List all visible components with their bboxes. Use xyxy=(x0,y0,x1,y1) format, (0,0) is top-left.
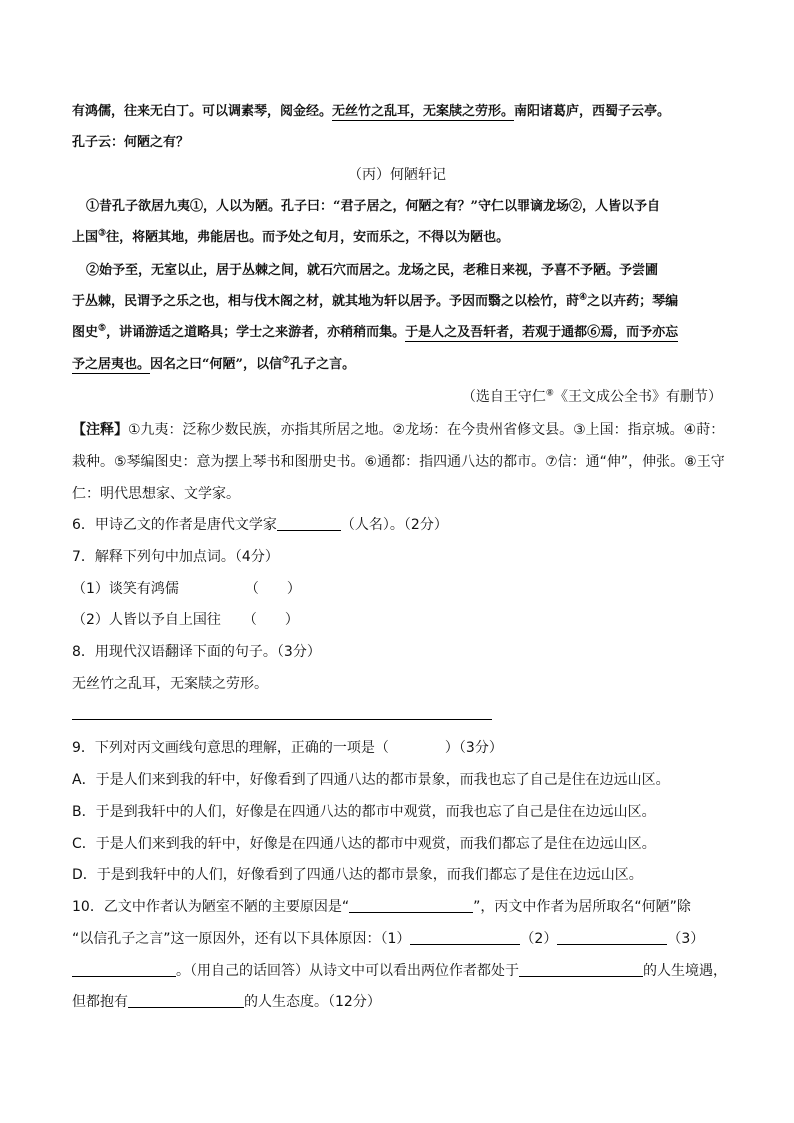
question-text: “以信孔子之言”这一原因外，还有以下具体原因：（1） xyxy=(72,931,411,947)
bing-text: 孔子之言。 xyxy=(290,357,356,372)
question-10-line-3 xyxy=(72,961,727,981)
question-text: （1）谈笑有鸿儒 xyxy=(72,581,179,597)
answer-blank[interactable] xyxy=(277,515,341,531)
answer-blank[interactable] xyxy=(349,897,473,913)
bing-text: 于丛棘，民谓予之乐之也，相与伐木阁之材，就其地为轩以居予。予因而翳之以桧竹，莳 xyxy=(72,294,580,309)
footnote-mark: ③ xyxy=(98,228,107,239)
option-d[interactable]: D．于是到我轩中的人们，好像看到了四通八达的都市景象，而我们都忘了是住在边远山区。 xyxy=(72,867,643,883)
question-8-sentence: 无丝竹之乱耳，无案牍之劳形。 xyxy=(72,676,268,692)
question-text: （3） xyxy=(667,931,705,947)
bing-p2-line-2 xyxy=(72,292,678,312)
notes-line-3: 仁：明代思想家、文学家。 xyxy=(72,486,240,502)
question-7: 7．解释下列句中加点词。（4分） xyxy=(72,549,279,565)
question-8: 8．用现代汉语翻译下面的句子。（3分） xyxy=(72,644,321,660)
question-7-1 xyxy=(72,579,301,599)
question-text: 但都抱有 xyxy=(72,994,128,1010)
question-text: （2）人皆以予自上国往 xyxy=(72,612,221,628)
question-7-2 xyxy=(72,610,299,630)
yi-text-line-1 xyxy=(72,102,670,122)
question-text: 10．乙文中作者认为陋室不陋的主要原因是“ xyxy=(72,899,350,915)
bing-text: ，讲诵游适之道略具；学士之来游者，亦稍稍而集。 xyxy=(106,325,406,340)
notes-line-1 xyxy=(72,420,724,440)
notes-line-2: 栽种。⑤琴编图史：意为摆上琴书和图册史书。⑥通都：指四通八达的都市。⑦信：通“伸”，伸张。⑧王守 xyxy=(72,454,725,470)
answer-blank[interactable] xyxy=(410,929,520,945)
question-text: 的人生境遇， xyxy=(643,963,727,979)
answer-blank[interactable] xyxy=(72,961,176,977)
bing-p1-line-1: ①昔孔子欲居九夷①，人以为陋。孔子曰：“君子居之，何陋之有？”守仁以罪谪龙场②，人皆以予自 xyxy=(86,199,660,214)
footnote-mark: ⑦ xyxy=(281,355,291,366)
bing-p1-line-2 xyxy=(72,228,509,248)
bing-text: 因名之曰“何陋”，以信 xyxy=(150,357,282,372)
option-b[interactable]: B．于是到我轩中的人们，好像是在四通八达的都市中观赏，而我也忘了自己是住在边远山区。 xyxy=(72,804,656,820)
bing-text: 往，将陋其地，弗能居也。而予处之旬月，安而乐之，不得以为陋也。 xyxy=(106,230,510,245)
option-a[interactable]: A．于是人们来到我的轩中，好像看到了四通八达的都市景象，而我也忘了自己是住在边远山区。 xyxy=(72,772,670,788)
bing-text: 上国 xyxy=(72,230,99,245)
yi-text-line-2: 孔子云：何陋之有？ xyxy=(72,135,190,150)
answer-blank[interactable] xyxy=(128,992,244,1008)
option-c[interactable]: C．于是人们来到我的轩中，好像是在四通八达的都市中观赏，而我们都忘了是住在边远山区。 xyxy=(72,836,656,852)
answer-line[interactable] xyxy=(72,719,492,720)
footnote-mark: ⑧ xyxy=(545,388,554,399)
answer-paren[interactable]: （ ） xyxy=(242,612,299,628)
question-6 xyxy=(72,515,448,535)
bing-text: 之以卉药；琴编 xyxy=(587,294,679,309)
notes-text: ①九夷：泛称少数民族，亦指其所居之地。②龙场：在今贵州省修文县。③上国：指京城。④莳： xyxy=(128,422,725,438)
question-text: 6．甲诗乙文的作者是唐代文学家 xyxy=(72,517,277,533)
bing-title: （丙）何陋轩记 xyxy=(348,167,446,183)
question-text: ”，丙文中作者为居所取名“何陋”除 xyxy=(473,899,691,915)
bing-p2-line-4 xyxy=(72,355,355,375)
source-text: （选自王守仁 xyxy=(461,389,546,405)
answer-blank[interactable] xyxy=(519,961,643,977)
question-10-line-4 xyxy=(72,992,381,1012)
source-text: 《王文成公全书》有删节） xyxy=(554,389,722,405)
question-9: 9．下列对丙文画线句意思的理解，正确的一项是（ ）（3分） xyxy=(72,740,503,756)
bing-text: 图史 xyxy=(72,325,99,340)
yi-text-plain-2: 南阳诸葛庐，西蜀子云亭。 xyxy=(514,104,671,119)
notes-label: 【注释】 xyxy=(72,422,128,438)
bing-p2-line-3 xyxy=(72,323,678,343)
question-10-line-1 xyxy=(72,897,691,917)
bing-underlined-sentence: 于是人之及吾轩者，若观于通都⑥焉，而予亦忘 xyxy=(405,325,679,340)
question-text: 。（用自己的话回答）从诗文中可以看出两位作者都处于 xyxy=(176,963,519,979)
yi-text-underlined: 无丝竹之乱耳，无案牍之劳形。 xyxy=(332,104,515,119)
answer-blank[interactable] xyxy=(557,929,667,945)
question-10-line-2 xyxy=(72,929,704,949)
question-text: （2） xyxy=(520,931,558,947)
source-citation xyxy=(462,387,722,407)
question-text: 的人生态度。（12分） xyxy=(244,994,381,1010)
question-text: （人名）。（2分） xyxy=(340,517,448,533)
footnote-mark: ④ xyxy=(579,292,588,303)
footnote-mark: ⑤ xyxy=(98,323,107,334)
bing-underlined-sentence-end: 予之居夷也。 xyxy=(72,357,151,372)
yi-text-plain: 有鸿儒，往来无白丁。可以调素琴，阅金经。 xyxy=(72,104,333,119)
answer-paren[interactable]: （ ） xyxy=(244,581,301,597)
bing-p2-line-1: ②始予至，无室以止，居于丛棘之间，就石穴而居之。龙场之民，老稚日来视，予喜不予陋。予尝圃 xyxy=(86,263,659,278)
